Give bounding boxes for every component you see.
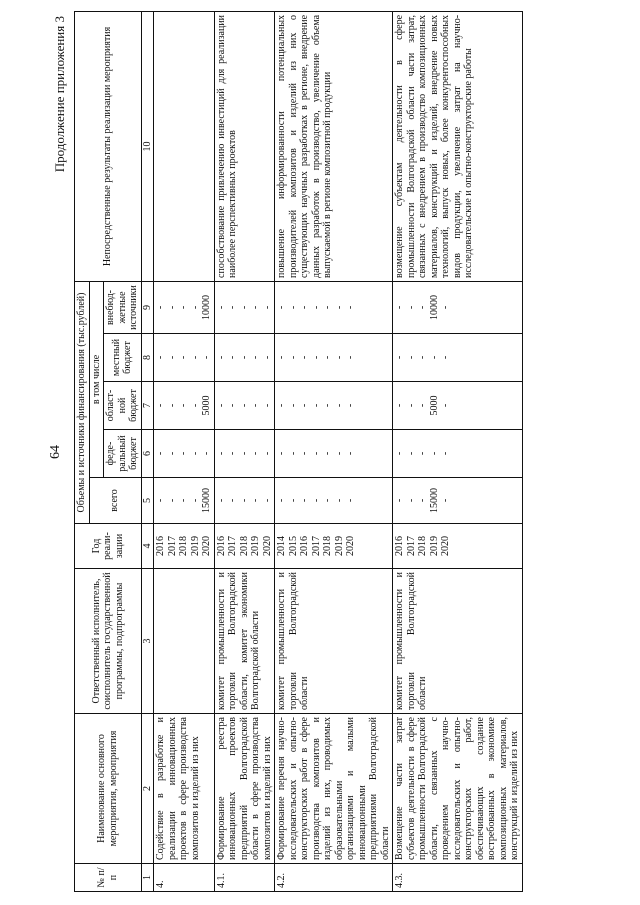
offbudget-value: - [345,305,356,310]
federal-value: - [440,451,451,456]
regional-value: - [250,403,261,408]
local-value: - [345,355,356,360]
row-offbudget [275,281,393,333]
column-number: 2 [141,714,154,864]
local-value: - [189,355,201,360]
regional-value: - [440,403,451,408]
federal-value: - [394,451,405,456]
regional-value: - [417,403,428,408]
row-result: повышение информированности потенциальных производителей композитов и изделий из них о существующих научных разработках в регионе, внедрение данных разработок в производство, увеличение объема выпускаемой в регионе композитной продукции [275,11,393,281]
row-years [275,524,393,569]
row-regional [393,382,523,430]
year-value: 2019 [189,536,201,556]
table-row [154,11,215,891]
total-value: - [189,498,201,503]
local-value: - [322,355,333,360]
row-name: Формирование перечня научно-исследовательских и опытно-конструкторских работ в сфере производства композитов и изделий из них, проводимых образовательными организациями и малыми инновационными предприятиями Волгоградской области [275,714,393,864]
column-number: 7 [141,382,154,430]
row-regional [154,382,215,430]
header-num: № п/п [75,864,142,892]
row-years [393,524,523,569]
local-value: - [333,355,345,360]
row-local [275,334,393,382]
local-value: - [310,355,322,360]
total-value: - [394,498,405,503]
table-header [75,11,154,891]
local-value: - [440,355,451,360]
total-value: - [250,498,261,503]
year-value: 2017 [227,536,238,556]
row-total [214,478,275,524]
total-value: - [287,498,299,503]
federal-value: - [250,451,261,456]
total-value: - [417,498,428,503]
row-offbudget [393,281,523,333]
column-number: 9 [141,281,154,333]
local-value: - [155,355,166,360]
local-value: - [227,355,238,360]
regional-value: - [333,403,345,408]
regional-value: - [238,403,250,408]
regional-value: - [405,403,417,408]
offbudget-value: - [394,305,405,310]
year-value: 2014 [276,536,287,556]
row-local [214,334,275,382]
federal-value: - [345,451,356,456]
local-value: - [276,355,287,360]
year-value: 2018 [238,536,250,556]
document-page [40,12,600,892]
row-local [393,334,523,382]
row-total [154,478,215,524]
federal-value: - [310,451,322,456]
row-result: возмещение субъектам деятельности в сфере промышленности Волгоградской области части затрат, связанных с внедрением в производство композиционных материалов, конструкций и изделий, внедрение новых технологий, выпуск новых, более конкурентоспособных видов продукции, увеличение затрат на научно-исследовательские и опытно-конструкторские работы [393,11,523,281]
row-number: 4.2. [275,864,393,892]
row-years [154,524,215,569]
row-federal [275,430,393,478]
header-name: Наименование основного мероприятия, мероприятия [75,714,142,864]
year-value: 2020 [345,536,356,556]
column-number: 10 [141,11,154,281]
regional-value: - [310,403,322,408]
header-executor: Ответственный исполнитель, соисполнитель государственной программы, подпрограммы [75,569,142,714]
header-offbudget: внебюд-жетные источники [104,281,142,333]
offbudget-value: - [250,305,261,310]
table-row [275,11,393,891]
offbudget-value: - [299,305,310,310]
federal-value: - [166,451,178,456]
row-result [154,11,215,281]
column-number: 8 [141,334,154,382]
year-value: 2017 [310,536,322,556]
offbudget-value: - [215,305,227,310]
offbudget-value: - [310,305,322,310]
total-value: - [299,498,310,503]
regional-value: 5000 [201,395,212,416]
table-row [214,11,275,891]
regional-value: - [394,403,405,408]
total-value: 15000 [428,488,440,513]
header-local: местный бюджет [104,334,142,382]
row-federal [154,430,215,478]
total-value: - [405,498,417,503]
federal-value: - [417,451,428,456]
total-value: - [322,498,333,503]
table-body [154,11,523,891]
total-value: - [227,498,238,503]
row-federal [393,430,523,478]
offbudget-value: - [405,305,417,310]
total-value: - [276,498,287,503]
federal-value: - [227,451,238,456]
program-table [74,11,523,892]
offbudget-value: 10000 [428,294,440,320]
offbudget-value: - [238,305,250,310]
row-result: способствование привлечению инвестиций для реализации наиболее перспективных проектов [214,11,275,281]
year-value: 2017 [405,536,417,556]
header-sub-group: в том числе [89,281,104,477]
regional-value: - [299,403,310,408]
row-number: 4.3. [393,864,523,892]
row-local [154,334,215,382]
regional-value: - [166,403,178,408]
offbudget-value: - [261,305,273,310]
year-value: 2019 [428,536,440,556]
column-number: 4 [141,524,154,569]
year-value: 2018 [178,536,189,556]
row-offbudget [214,281,275,333]
federal-value: - [261,451,273,456]
header-federal: феде-ральный бюджет [104,430,142,478]
row-executor: комитет промышленности и торговли Волгоградской области [275,569,393,714]
year-value: 2018 [417,536,428,556]
offbudget-value: - [155,305,166,310]
row-offbudget [154,281,215,333]
offbudget-value: - [440,305,451,310]
year-value: 2019 [333,536,345,556]
total-value: - [333,498,345,503]
local-value: - [166,355,178,360]
row-name: Формирование реестра инновационных проектов предприятий Волгоградской области в сфере производства композитов и изделий из них [214,714,275,864]
offbudget-value: - [166,305,178,310]
year-value: 2020 [440,536,451,556]
row-number: 4. [154,864,215,892]
offbudget-value: - [276,305,287,310]
regional-value: - [215,403,227,408]
table-row [393,11,523,891]
federal-value: - [201,451,212,456]
header-financing-group: Объемы и источники финансирования (тыс.рублей) [75,281,90,523]
header-total: всего [89,478,141,524]
year-value: 2016 [155,536,166,556]
column-number: 1 [141,864,154,892]
year-value: 2020 [201,536,212,556]
row-regional [214,382,275,430]
federal-value: - [178,451,189,456]
offbudget-value: - [322,305,333,310]
total-value: - [155,498,166,503]
local-value: - [428,355,440,360]
federal-value: - [276,451,287,456]
year-value: 2016 [215,536,227,556]
federal-value: - [405,451,417,456]
total-value: - [215,498,227,503]
column-number: 6 [141,430,154,478]
local-value: - [250,355,261,360]
offbudget-value: 10000 [201,294,212,320]
regional-value: - [345,403,356,408]
offbudget-value: - [333,305,345,310]
offbudget-value: - [178,305,189,310]
row-number: 4.1. [214,864,275,892]
row-executor [154,569,215,714]
row-total [275,478,393,524]
total-value: 15000 [201,488,212,513]
year-value: 2015 [287,536,299,556]
offbudget-value: - [189,305,201,310]
row-total [393,478,523,524]
row-name: Возмещение части затрат субъектов деятельности в сфере промышленности Волгоградской области, связанных с проведением научно-исследовательских и опытно-конструкторских работ, обеспечивающих создание востребованных в экономике композиционных материалов, конструкций и изделий из них [393,714,523,864]
regional-value: - [178,403,189,408]
total-value: - [345,498,356,503]
federal-value: - [428,451,440,456]
offbudget-value: - [227,305,238,310]
year-value: 2016 [394,536,405,556]
local-value: - [238,355,250,360]
regional-value: - [227,403,238,408]
continuation-title: Продолжение приложения 3 [52,16,67,173]
federal-value: - [155,451,166,456]
offbudget-value: - [287,305,299,310]
regional-value: - [155,403,166,408]
total-value: - [261,498,273,503]
local-value: - [178,355,189,360]
regional-value: - [322,403,333,408]
local-value: - [261,355,273,360]
total-value: - [178,498,189,503]
row-executor: комитет промышленности и торговли Волгоградской области [393,569,523,714]
federal-value: - [287,451,299,456]
regional-value: - [189,403,201,408]
federal-value: - [215,451,227,456]
local-value: - [201,355,212,360]
total-value: - [166,498,178,503]
federal-value: - [238,451,250,456]
total-value: - [440,498,451,503]
page-number: 64 [48,445,63,459]
column-number: 5 [141,478,154,524]
federal-value: - [333,451,345,456]
federal-value: - [322,451,333,456]
total-value: - [310,498,322,503]
row-name: Содействие в разработке и реализации инновационных проектов в сфере производства композитов и изделий из них [154,714,215,864]
row-federal [214,430,275,478]
regional-value: - [261,403,273,408]
regional-value: - [287,403,299,408]
year-value: 2020 [261,536,273,556]
federal-value: - [299,451,310,456]
year-value: 2016 [299,536,310,556]
offbudget-value: - [417,305,428,310]
regional-value: 5000 [428,395,440,416]
year-value: 2017 [166,536,178,556]
header-regional: област-ной бюджет [104,382,142,430]
local-value: - [287,355,299,360]
total-value: - [238,498,250,503]
federal-value: - [189,451,201,456]
local-value: - [299,355,310,360]
year-value: 2018 [322,536,333,556]
row-regional [275,382,393,430]
year-value: 2019 [250,536,261,556]
column-number: 3 [141,569,154,714]
row-years [214,524,275,569]
header-year: Год реали-зации [75,524,142,569]
header-results: Непосредственные результаты реализации мероприятия [75,11,142,281]
regional-value: - [276,403,287,408]
local-value: - [405,355,417,360]
row-executor: комитет промышленности и торговли Волгоградской области, комитет экономики Волгоградской области [214,569,275,714]
local-value: - [394,355,405,360]
local-value: - [417,355,428,360]
local-value: - [215,355,227,360]
